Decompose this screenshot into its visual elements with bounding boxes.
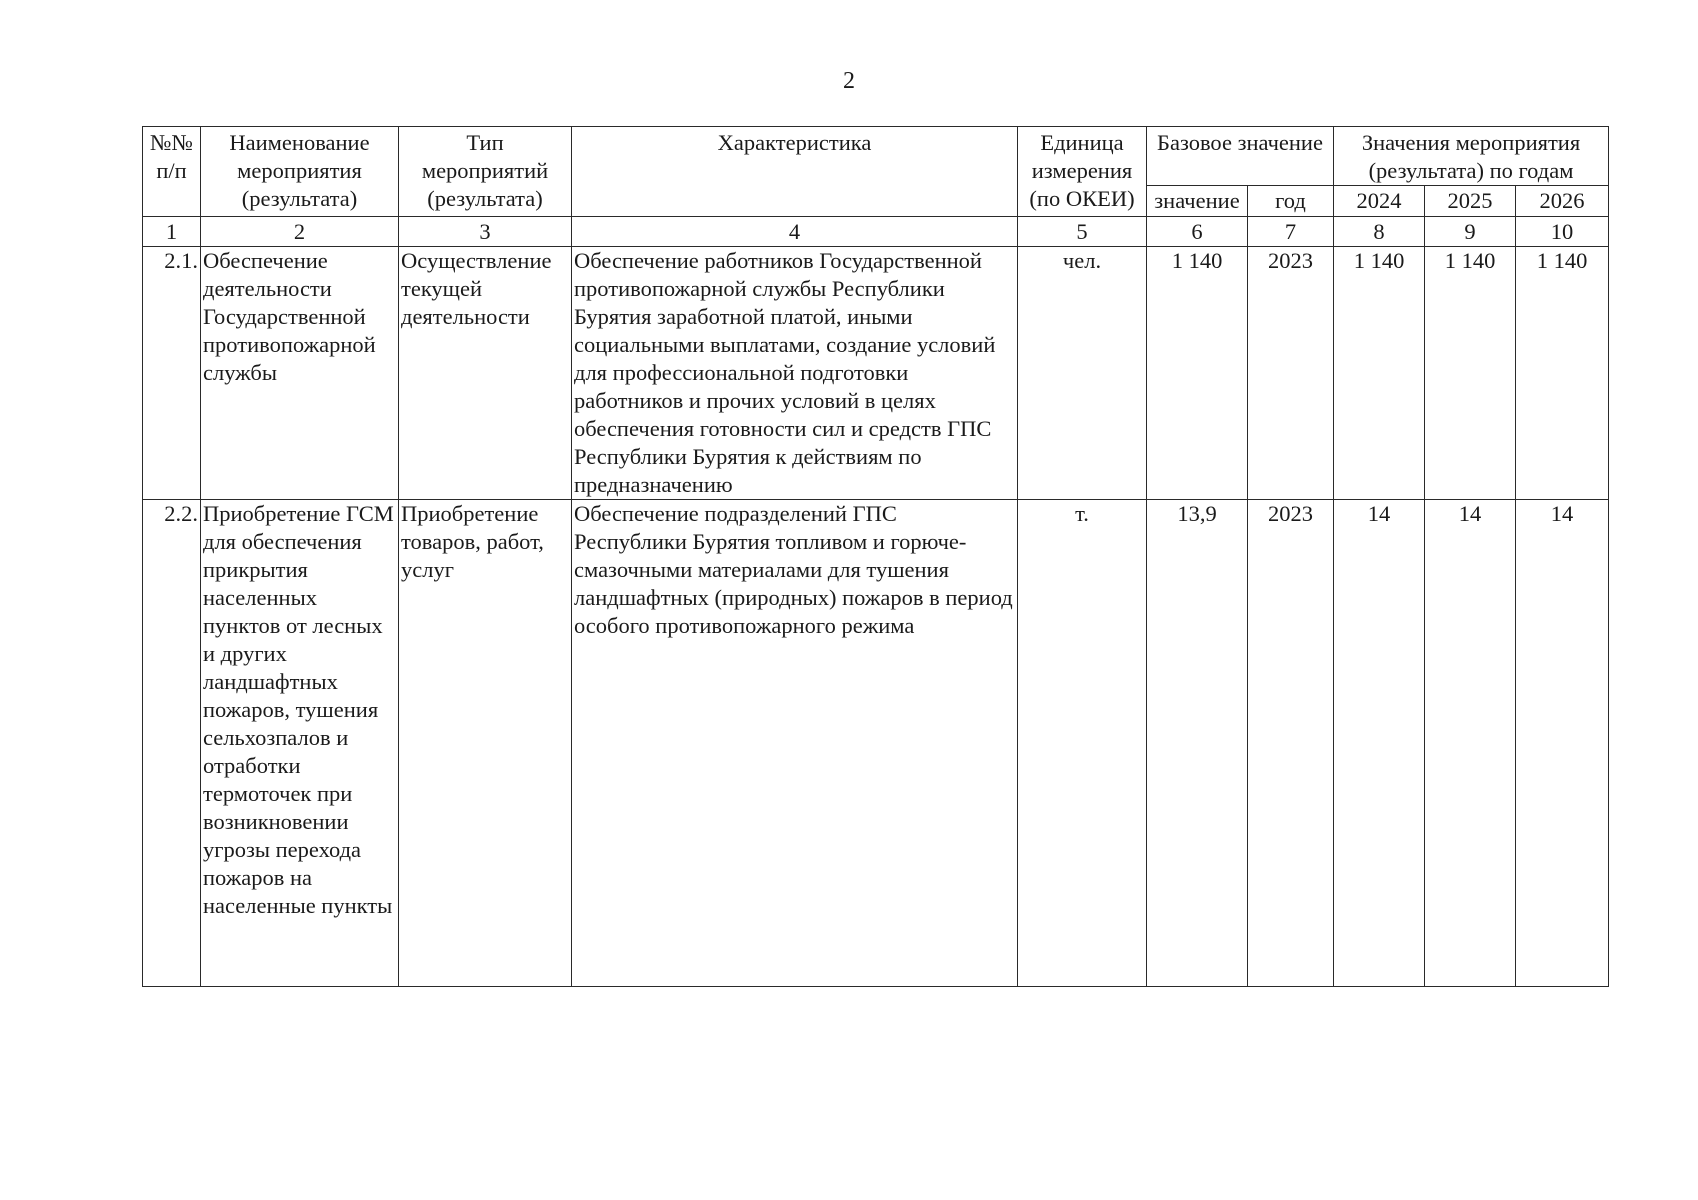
value-2026: 14 (1516, 500, 1609, 987)
header-num: №№ п/п (143, 127, 201, 217)
activities-table (142, 126, 1609, 987)
header-type: Тип мероприятий (результата) (399, 127, 572, 217)
row-number: 2.2. (143, 500, 201, 987)
column-index: 7 (1248, 217, 1334, 247)
base-year: 2023 (1248, 500, 1334, 987)
column-index-row (143, 217, 1609, 247)
table-row (143, 500, 1609, 987)
base-year: 2023 (1248, 247, 1334, 500)
unit: т. (1018, 500, 1147, 987)
column-index: 5 (1018, 217, 1147, 247)
activity-type: Приобретение товаров, работ, услуг (399, 500, 572, 987)
value-2025: 1 140 (1425, 247, 1516, 500)
column-index: 9 (1425, 217, 1516, 247)
header-unit: Единица измерения (по ОКЕИ) (1018, 127, 1147, 217)
activity-name: Обеспечение деятельности Государственной противопожарной службы (201, 247, 399, 500)
activity-characteristic: Обеспечение подразделений ГПС Республики Бурятия топливом и горюче-смазочными материалами для тушения ландшафтных (природных) пожаров в период особого противопожарного режима (572, 500, 1018, 987)
header-year-2026: 2026 (1516, 186, 1609, 217)
table-row (143, 247, 1609, 500)
activity-characteristic: Обеспечение работников Государственной противопожарной службы Республики Бурятия заработной платой, иными социальными выплатами, создание условий для профессиональной подготовки работников и прочих условий в целях обеспечения готовности сил и средств ГПС Республики Бурятия к действиям по предназначению (572, 247, 1018, 500)
header-base-value: значение (1147, 186, 1248, 217)
column-index: 6 (1147, 217, 1248, 247)
activity-name: Приобретение ГСМ для обеспечения прикрытия населенных пунктов от лесных и других ландшафтных пожаров, тушения сельхозпалов и отработки термоточек при возникновении угрозы перехода пожаров на населенные пункты (201, 500, 399, 987)
column-index: 10 (1516, 217, 1609, 247)
value-2024: 1 140 (1334, 247, 1425, 500)
column-index: 4 (572, 217, 1018, 247)
header-values-by-year: Значения мероприятия (результата) по годам (1334, 127, 1609, 186)
activity-type: Осуществление текущей деятельности (399, 247, 572, 500)
column-index: 1 (143, 217, 201, 247)
header-year-2024: 2024 (1334, 186, 1425, 217)
page-number: 2 (843, 68, 855, 94)
base-value: 1 140 (1147, 247, 1248, 500)
header-base: Базовое значение (1147, 127, 1334, 186)
column-index: 2 (201, 217, 399, 247)
row-number: 2.1. (143, 247, 201, 500)
value-2024: 14 (1334, 500, 1425, 987)
header-year-2025: 2025 (1425, 186, 1516, 217)
unit: чел. (1018, 247, 1147, 500)
header-characteristic: Характеристика (572, 127, 1018, 217)
base-value: 13,9 (1147, 500, 1248, 987)
header-name: Наименование мероприятия (результата) (201, 127, 399, 217)
column-index: 8 (1334, 217, 1425, 247)
value-2026: 1 140 (1516, 247, 1609, 500)
column-index: 3 (399, 217, 572, 247)
header-base-year: год (1248, 186, 1334, 217)
value-2025: 14 (1425, 500, 1516, 987)
header-row-1 (143, 127, 1609, 186)
